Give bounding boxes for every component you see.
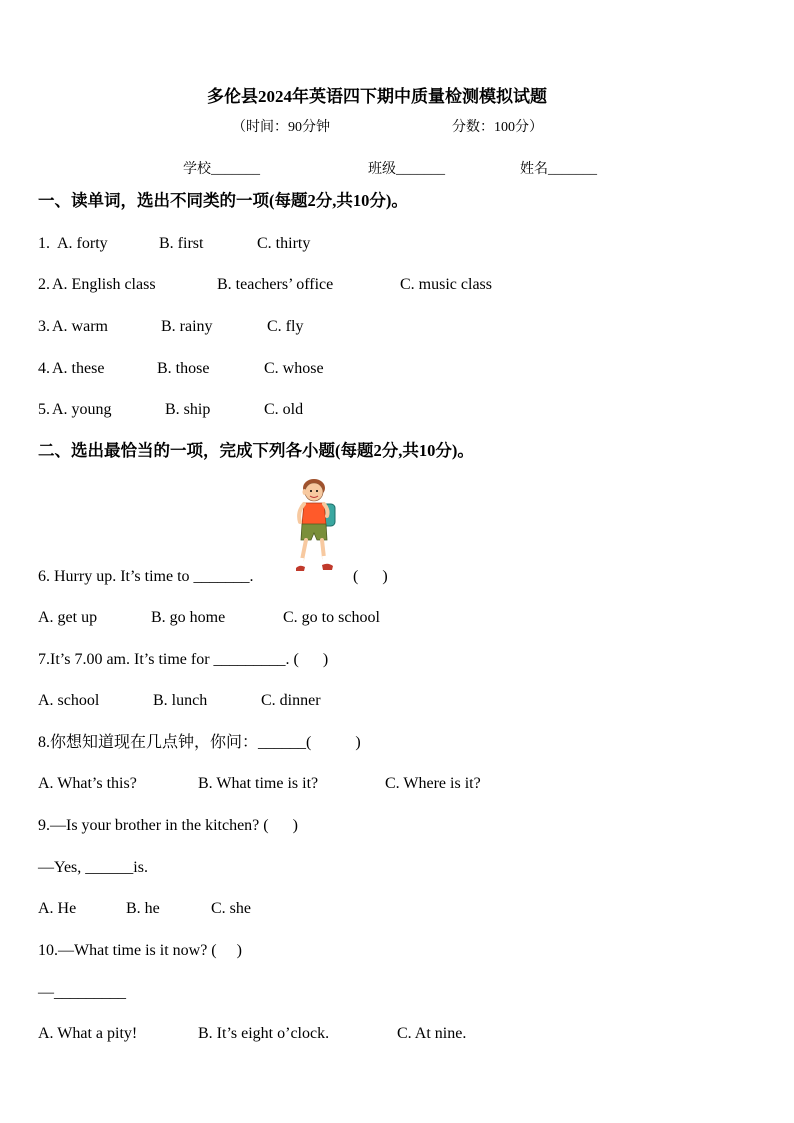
section2-heading: 二、选出最恰当的一项，完成下列各小题(每题2分,共10分)。 <box>38 441 474 460</box>
q1-option-c: C. thirty <box>257 235 311 252</box>
exam-time: （时间：90分钟 <box>232 120 330 135</box>
q9-option-c: C. she <box>211 900 251 917</box>
q8-option-a: A. What’s this? <box>38 775 137 792</box>
q7-option-a: A. school <box>38 692 100 709</box>
q7-option-c: C. dinner <box>261 692 321 709</box>
q2-option-b: B. teachers’ office <box>217 276 334 293</box>
exam-score: 分数：100分） <box>452 120 543 135</box>
q8-option-c: C. Where is it? <box>385 775 481 792</box>
q10-option-b: B. It’s eight o’clock. <box>198 1025 330 1042</box>
q10-option-a: A. What a pity! <box>38 1025 138 1042</box>
q7-option-b: B. lunch <box>153 692 208 709</box>
q6-stem: 6. Hurry up. It’s time to _______. <box>38 568 254 585</box>
q10-option-c: C. At nine. <box>397 1025 467 1042</box>
q6-option-a: A. get up <box>38 609 98 626</box>
q1-option-b: B. first <box>159 235 204 252</box>
q2-option-a: A. English class <box>52 276 156 293</box>
exam-title: 多伦县2024年英语四下期中质量检测模拟试题 <box>207 87 547 106</box>
q5-option-a: A. young <box>52 401 112 418</box>
q7-stem: 7.It’s 7.00 am. It’s time for _________. ( ) <box>38 651 329 668</box>
q8-option-b: B. What time is it? <box>198 775 319 792</box>
q2-option-c: C. music class <box>400 276 492 293</box>
school-field: 学校_______ <box>183 162 260 177</box>
q4-option-c: C. whose <box>264 360 324 377</box>
name-field: 姓名_______ <box>520 162 597 177</box>
q4-option-a: A. these <box>52 360 105 377</box>
boy-with-backpack-illustration <box>292 478 342 578</box>
q9-stem: 9.—Is your brother in the kitchen? ( ) <box>38 817 298 834</box>
q10-answer-line: —_________ <box>38 984 126 1001</box>
q9-option-a: A. He <box>38 900 77 917</box>
q5-option-b: B. ship <box>165 401 211 418</box>
q1-number: 1. <box>38 235 50 252</box>
q5-number: 5. <box>38 401 50 418</box>
q3-option-c: C. fly <box>267 318 304 335</box>
q10-stem: 10.—What time is it now? ( ) <box>38 942 242 959</box>
q6-option-c: C. go to school <box>283 609 380 626</box>
class-field: 班级_______ <box>368 162 445 177</box>
q1-option-a: A. forty <box>57 235 108 252</box>
q3-option-b: B. rainy <box>161 318 213 335</box>
q3-option-a: A. warm <box>52 318 108 335</box>
q5-option-c: C. old <box>264 401 304 418</box>
section1-heading: 一、读单词，选出不同类的一项(每题2分,共10分)。 <box>38 191 408 210</box>
q8-stem: 8.你想知道现在几点钟，你问：______( ) <box>38 734 361 751</box>
q9-answer-line: —Yes, ______is. <box>38 859 148 876</box>
q6-answer-paren: ( ) <box>353 568 388 585</box>
q9-option-b: B. he <box>126 900 160 917</box>
q4-option-b: B. those <box>157 360 210 377</box>
q3-number: 3. <box>38 318 50 335</box>
q2-number: 2. <box>38 276 50 293</box>
q6-option-b: B. go home <box>151 609 226 626</box>
q4-number: 4. <box>38 360 50 377</box>
